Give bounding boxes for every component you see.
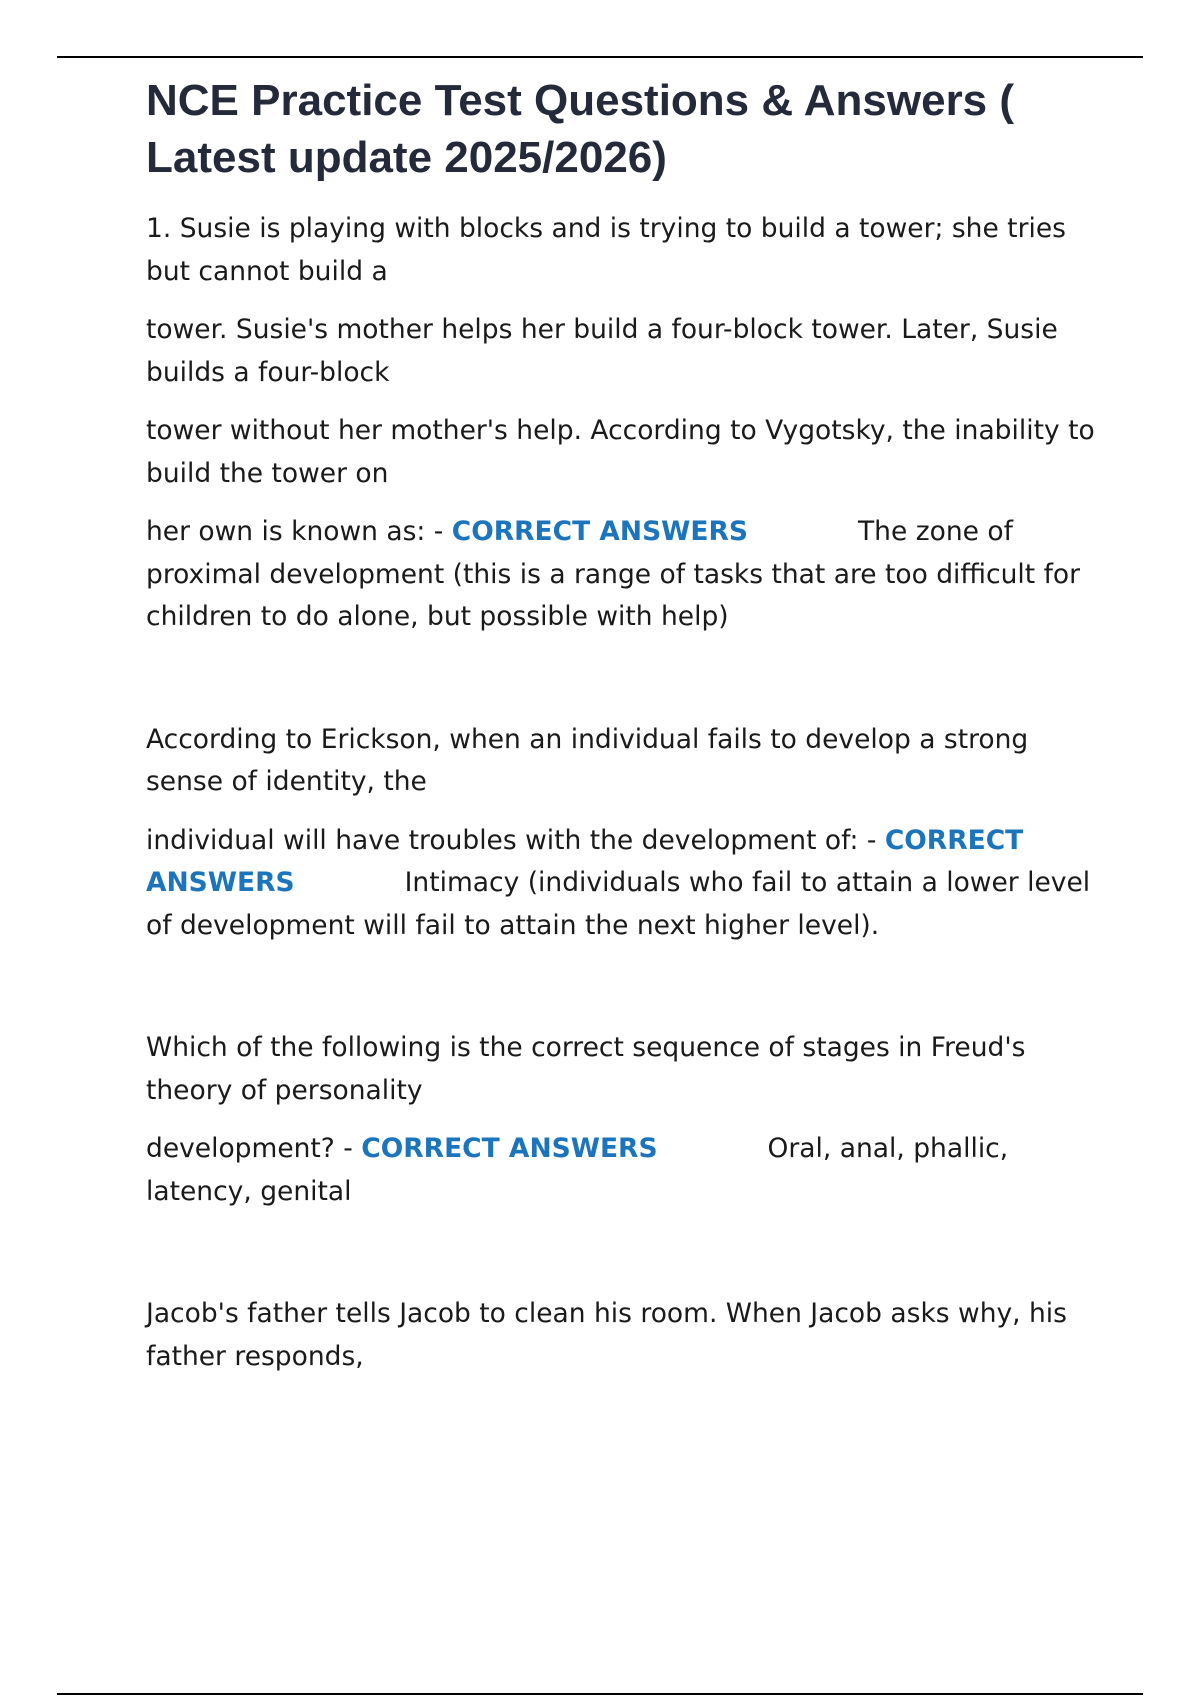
top-rule: [57, 56, 1143, 58]
question-stem-end: individual will have troubles with the development of: -: [146, 824, 885, 856]
correct-answers-label: CORRECT ANSWERS: [146, 824, 1024, 898]
question-stem-end: her own is known as: -: [146, 516, 452, 547]
question-answer-line: [146, 820, 1096, 948]
answer-text: The zone of proximal development (this is a range of tasks that are too difficult for children to do alone, but possible with help): [146, 516, 1081, 632]
question-line: 1. Susie is playing with blocks and is trying to build a tower; she tries but cannot build a: [146, 213, 1066, 287]
question-block: [146, 1293, 1096, 1378]
question-block: [146, 1027, 1096, 1213]
correct-answers-label: CORRECT ANSWERS: [451, 516, 748, 547]
document-title: NCE Practice Test Questions & Answers ( Latest update 2025/2026): [146, 76, 1015, 182]
bottom-rule: [57, 1693, 1143, 1695]
question-block: [146, 719, 1096, 948]
question-line: Jacob's father tells Jacob to clean his room. When Jacob asks why, his father responds,: [146, 1298, 1067, 1372]
question-answer-line: [146, 1128, 1096, 1213]
question-line: tower. Susie's mother helps her build a four-block tower. Later, Susie builds a four-block: [146, 314, 1058, 388]
question-line: According to Erickson, when an individual fails to develop a strong sense of identity, the: [146, 723, 1029, 797]
question-stem-end: development? -: [146, 1133, 362, 1164]
answer-text: Oral, anal, phallic, latency, genital: [146, 1133, 1009, 1207]
question-line: tower without her mother's help. According to Vygotsky, the inability to build the tower on: [146, 415, 1095, 489]
correct-answers-label: CORRECT ANSWERS: [361, 1133, 658, 1164]
question-answer-line: [146, 511, 1096, 639]
answer-text: Intimacy (individuals who fail to attain a lower level of development will fail to attain the next higher level).: [146, 867, 1091, 941]
question-line: Which of the following is the correct sequence of stages in Freud's theory of personality: [146, 1032, 1026, 1106]
document-body: [146, 72, 1096, 1394]
question-block: [146, 208, 1096, 639]
